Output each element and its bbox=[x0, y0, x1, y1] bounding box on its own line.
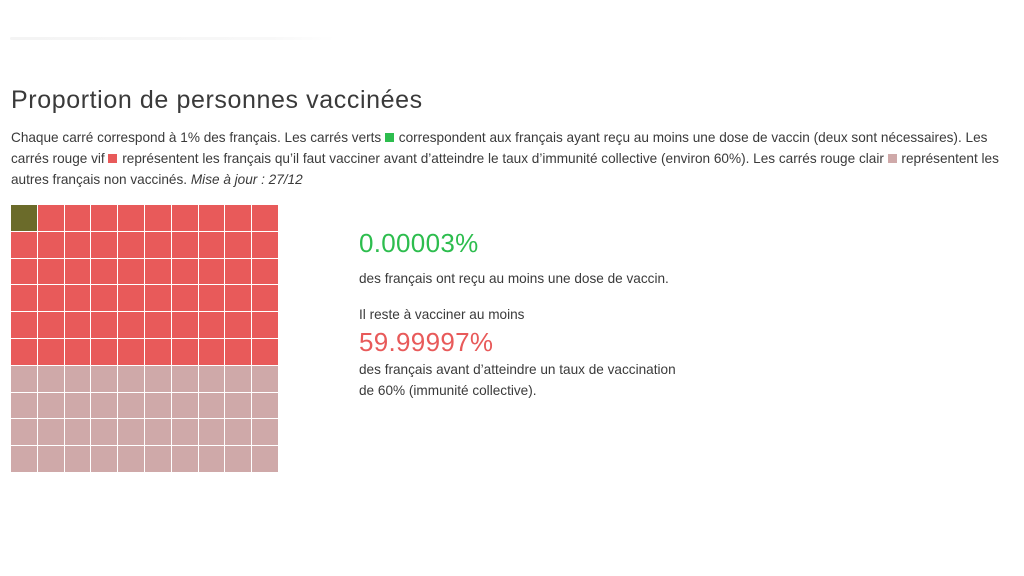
waffle-cell-other-unvaccinated bbox=[11, 446, 37, 472]
waffle-cell-to-vaccinate bbox=[118, 312, 144, 338]
waffle-cell-to-vaccinate bbox=[199, 285, 225, 311]
waffle-cell-other-unvaccinated bbox=[145, 419, 171, 445]
waffle-cell-to-vaccinate bbox=[91, 339, 117, 365]
waffle-cell-other-unvaccinated bbox=[11, 393, 37, 419]
waffle-cell-other-unvaccinated bbox=[225, 419, 251, 445]
waffle-cell-other-unvaccinated bbox=[91, 419, 117, 445]
waffle-cell-to-vaccinate bbox=[252, 205, 278, 231]
waffle-cell-other-unvaccinated bbox=[38, 446, 64, 472]
waffle-cell-to-vaccinate bbox=[65, 259, 91, 285]
remaining-percentage: 59.99997% bbox=[359, 327, 494, 357]
waffle-cell-other-unvaccinated bbox=[91, 446, 117, 472]
description-part-4: représentent les autres français non vaccinés. bbox=[11, 151, 999, 187]
waffle-cell-to-vaccinate bbox=[225, 259, 251, 285]
waffle-cell-other-unvaccinated bbox=[172, 419, 198, 445]
description bbox=[11, 127, 1021, 190]
waffle-cell-to-vaccinate bbox=[65, 312, 91, 338]
waffle-cell-other-unvaccinated bbox=[199, 393, 225, 419]
waffle-cell-to-vaccinate bbox=[65, 205, 91, 231]
green-square-swatch bbox=[385, 133, 394, 142]
waffle-cell-to-vaccinate bbox=[11, 259, 37, 285]
description-part-3: représentent les français qu’il faut vacciner avant d’atteindre le taux d’immunité collective (environ 60%). Les carrés rouge clair bbox=[118, 151, 888, 166]
waffle-cell-to-vaccinate bbox=[145, 312, 171, 338]
waffle-cell-to-vaccinate bbox=[118, 339, 144, 365]
waffle-cell-to-vaccinate bbox=[91, 232, 117, 258]
waffle-cell-to-vaccinate bbox=[118, 232, 144, 258]
waffle-cell-to-vaccinate bbox=[65, 232, 91, 258]
waffle-cell-to-vaccinate bbox=[172, 259, 198, 285]
waffle-cell-to-vaccinate bbox=[225, 312, 251, 338]
waffle-cell-to-vaccinate bbox=[199, 205, 225, 231]
waffle-cell-other-unvaccinated bbox=[118, 446, 144, 472]
waffle-cell-to-vaccinate bbox=[145, 232, 171, 258]
waffle-cell-to-vaccinate bbox=[38, 259, 64, 285]
waffle-cell-to-vaccinate bbox=[252, 312, 278, 338]
waffle-cell-to-vaccinate bbox=[11, 312, 37, 338]
waffle-cell-to-vaccinate bbox=[11, 285, 37, 311]
page-title: Proportion de personnes vaccinées bbox=[11, 86, 423, 114]
waffle-cell-to-vaccinate bbox=[172, 205, 198, 231]
waffle-chart bbox=[11, 205, 278, 472]
waffle-cell-other-unvaccinated bbox=[38, 366, 64, 392]
waffle-cell-to-vaccinate bbox=[172, 285, 198, 311]
waffle-cell-mixed bbox=[11, 205, 37, 231]
bright-red-square-swatch bbox=[108, 154, 117, 163]
waffle-cell-to-vaccinate bbox=[118, 205, 144, 231]
waffle-cell-other-unvaccinated bbox=[252, 446, 278, 472]
waffle-cell-other-unvaccinated bbox=[145, 446, 171, 472]
waffle-cell-other-unvaccinated bbox=[118, 393, 144, 419]
waffle-cell-to-vaccinate bbox=[225, 232, 251, 258]
waffle-cell-to-vaccinate bbox=[199, 339, 225, 365]
remaining-caption: des français avant d’atteindre un taux de vaccination de 60% (immunité collective). bbox=[359, 362, 676, 398]
waffle-cell-to-vaccinate bbox=[11, 339, 37, 365]
waffle-cell-to-vaccinate bbox=[172, 312, 198, 338]
waffle-cell-to-vaccinate bbox=[91, 259, 117, 285]
waffle-cell-to-vaccinate bbox=[252, 259, 278, 285]
waffle-cell-other-unvaccinated bbox=[172, 366, 198, 392]
waffle-cell-other-unvaccinated bbox=[172, 393, 198, 419]
waffle-cell-other-unvaccinated bbox=[65, 446, 91, 472]
waffle-cell-to-vaccinate bbox=[199, 259, 225, 285]
waffle-cell-other-unvaccinated bbox=[199, 366, 225, 392]
waffle-cell-other-unvaccinated bbox=[199, 419, 225, 445]
waffle-cell-other-unvaccinated bbox=[91, 366, 117, 392]
waffle-cell-other-unvaccinated bbox=[145, 393, 171, 419]
description-part-1: Chaque carré correspond à 1% des français. Les carrés verts bbox=[11, 130, 386, 145]
waffle-cell-to-vaccinate bbox=[145, 339, 171, 365]
waffle-cell-other-unvaccinated bbox=[252, 393, 278, 419]
waffle-cell-other-unvaccinated bbox=[225, 446, 251, 472]
waffle-cell-other-unvaccinated bbox=[38, 393, 64, 419]
waffle-cell-to-vaccinate bbox=[38, 205, 64, 231]
waffle-cell-to-vaccinate bbox=[118, 259, 144, 285]
waffle-cell-other-unvaccinated bbox=[65, 366, 91, 392]
description-part-2: correspondent aux français ayant reçu au moins une dose de vaccin (deux sont nécessaires). Les carrés rouge vif bbox=[11, 130, 988, 166]
waffle-cell-to-vaccinate bbox=[38, 339, 64, 365]
top-divider bbox=[10, 37, 335, 40]
waffle-cell-to-vaccinate bbox=[172, 339, 198, 365]
waffle-cell-other-unvaccinated bbox=[65, 393, 91, 419]
waffle-cell-to-vaccinate bbox=[38, 312, 64, 338]
waffle-cell-other-unvaccinated bbox=[65, 419, 91, 445]
remaining-intro: Il reste à vacciner au moins bbox=[359, 307, 525, 322]
waffle-cell-to-vaccinate bbox=[225, 339, 251, 365]
waffle-cell-other-unvaccinated bbox=[38, 419, 64, 445]
waffle-cell-other-unvaccinated bbox=[225, 366, 251, 392]
waffle-cell-to-vaccinate bbox=[252, 232, 278, 258]
waffle-cell-other-unvaccinated bbox=[145, 366, 171, 392]
waffle-cell-other-unvaccinated bbox=[252, 419, 278, 445]
waffle-cell-other-unvaccinated bbox=[252, 366, 278, 392]
waffle-cell-to-vaccinate bbox=[118, 285, 144, 311]
waffle-cell-to-vaccinate bbox=[91, 205, 117, 231]
waffle-cell-to-vaccinate bbox=[199, 232, 225, 258]
waffle-cell-to-vaccinate bbox=[145, 205, 171, 231]
waffle-cell-to-vaccinate bbox=[199, 312, 225, 338]
waffle-cell-to-vaccinate bbox=[11, 232, 37, 258]
vaccinated-caption: des français ont reçu au moins une dose de vaccin. bbox=[359, 271, 669, 286]
waffle-cell-other-unvaccinated bbox=[199, 446, 225, 472]
waffle-cell-to-vaccinate bbox=[38, 232, 64, 258]
waffle-cell-to-vaccinate bbox=[91, 312, 117, 338]
waffle-cell-other-unvaccinated bbox=[11, 419, 37, 445]
vaccinated-percentage: 0.00003% bbox=[359, 228, 479, 258]
stats-panel bbox=[359, 226, 679, 401]
update-date: Mise à jour : 27/12 bbox=[190, 172, 303, 187]
waffle-cell-to-vaccinate bbox=[65, 339, 91, 365]
waffle-cell-to-vaccinate bbox=[172, 232, 198, 258]
waffle-cell-to-vaccinate bbox=[145, 285, 171, 311]
waffle-cell-other-unvaccinated bbox=[118, 366, 144, 392]
waffle-cell-to-vaccinate bbox=[225, 205, 251, 231]
waffle-cell-to-vaccinate bbox=[38, 285, 64, 311]
waffle-cell-other-unvaccinated bbox=[172, 446, 198, 472]
waffle-cell-to-vaccinate bbox=[145, 259, 171, 285]
waffle-cell-to-vaccinate bbox=[225, 285, 251, 311]
waffle-cell-other-unvaccinated bbox=[225, 393, 251, 419]
waffle-cell-to-vaccinate bbox=[252, 339, 278, 365]
waffle-cell-other-unvaccinated bbox=[11, 366, 37, 392]
waffle-cell-to-vaccinate bbox=[65, 285, 91, 311]
waffle-cell-to-vaccinate bbox=[252, 285, 278, 311]
waffle-cell-to-vaccinate bbox=[91, 285, 117, 311]
waffle-cell-other-unvaccinated bbox=[91, 393, 117, 419]
waffle-cell-other-unvaccinated bbox=[118, 419, 144, 445]
light-red-square-swatch bbox=[888, 154, 897, 163]
